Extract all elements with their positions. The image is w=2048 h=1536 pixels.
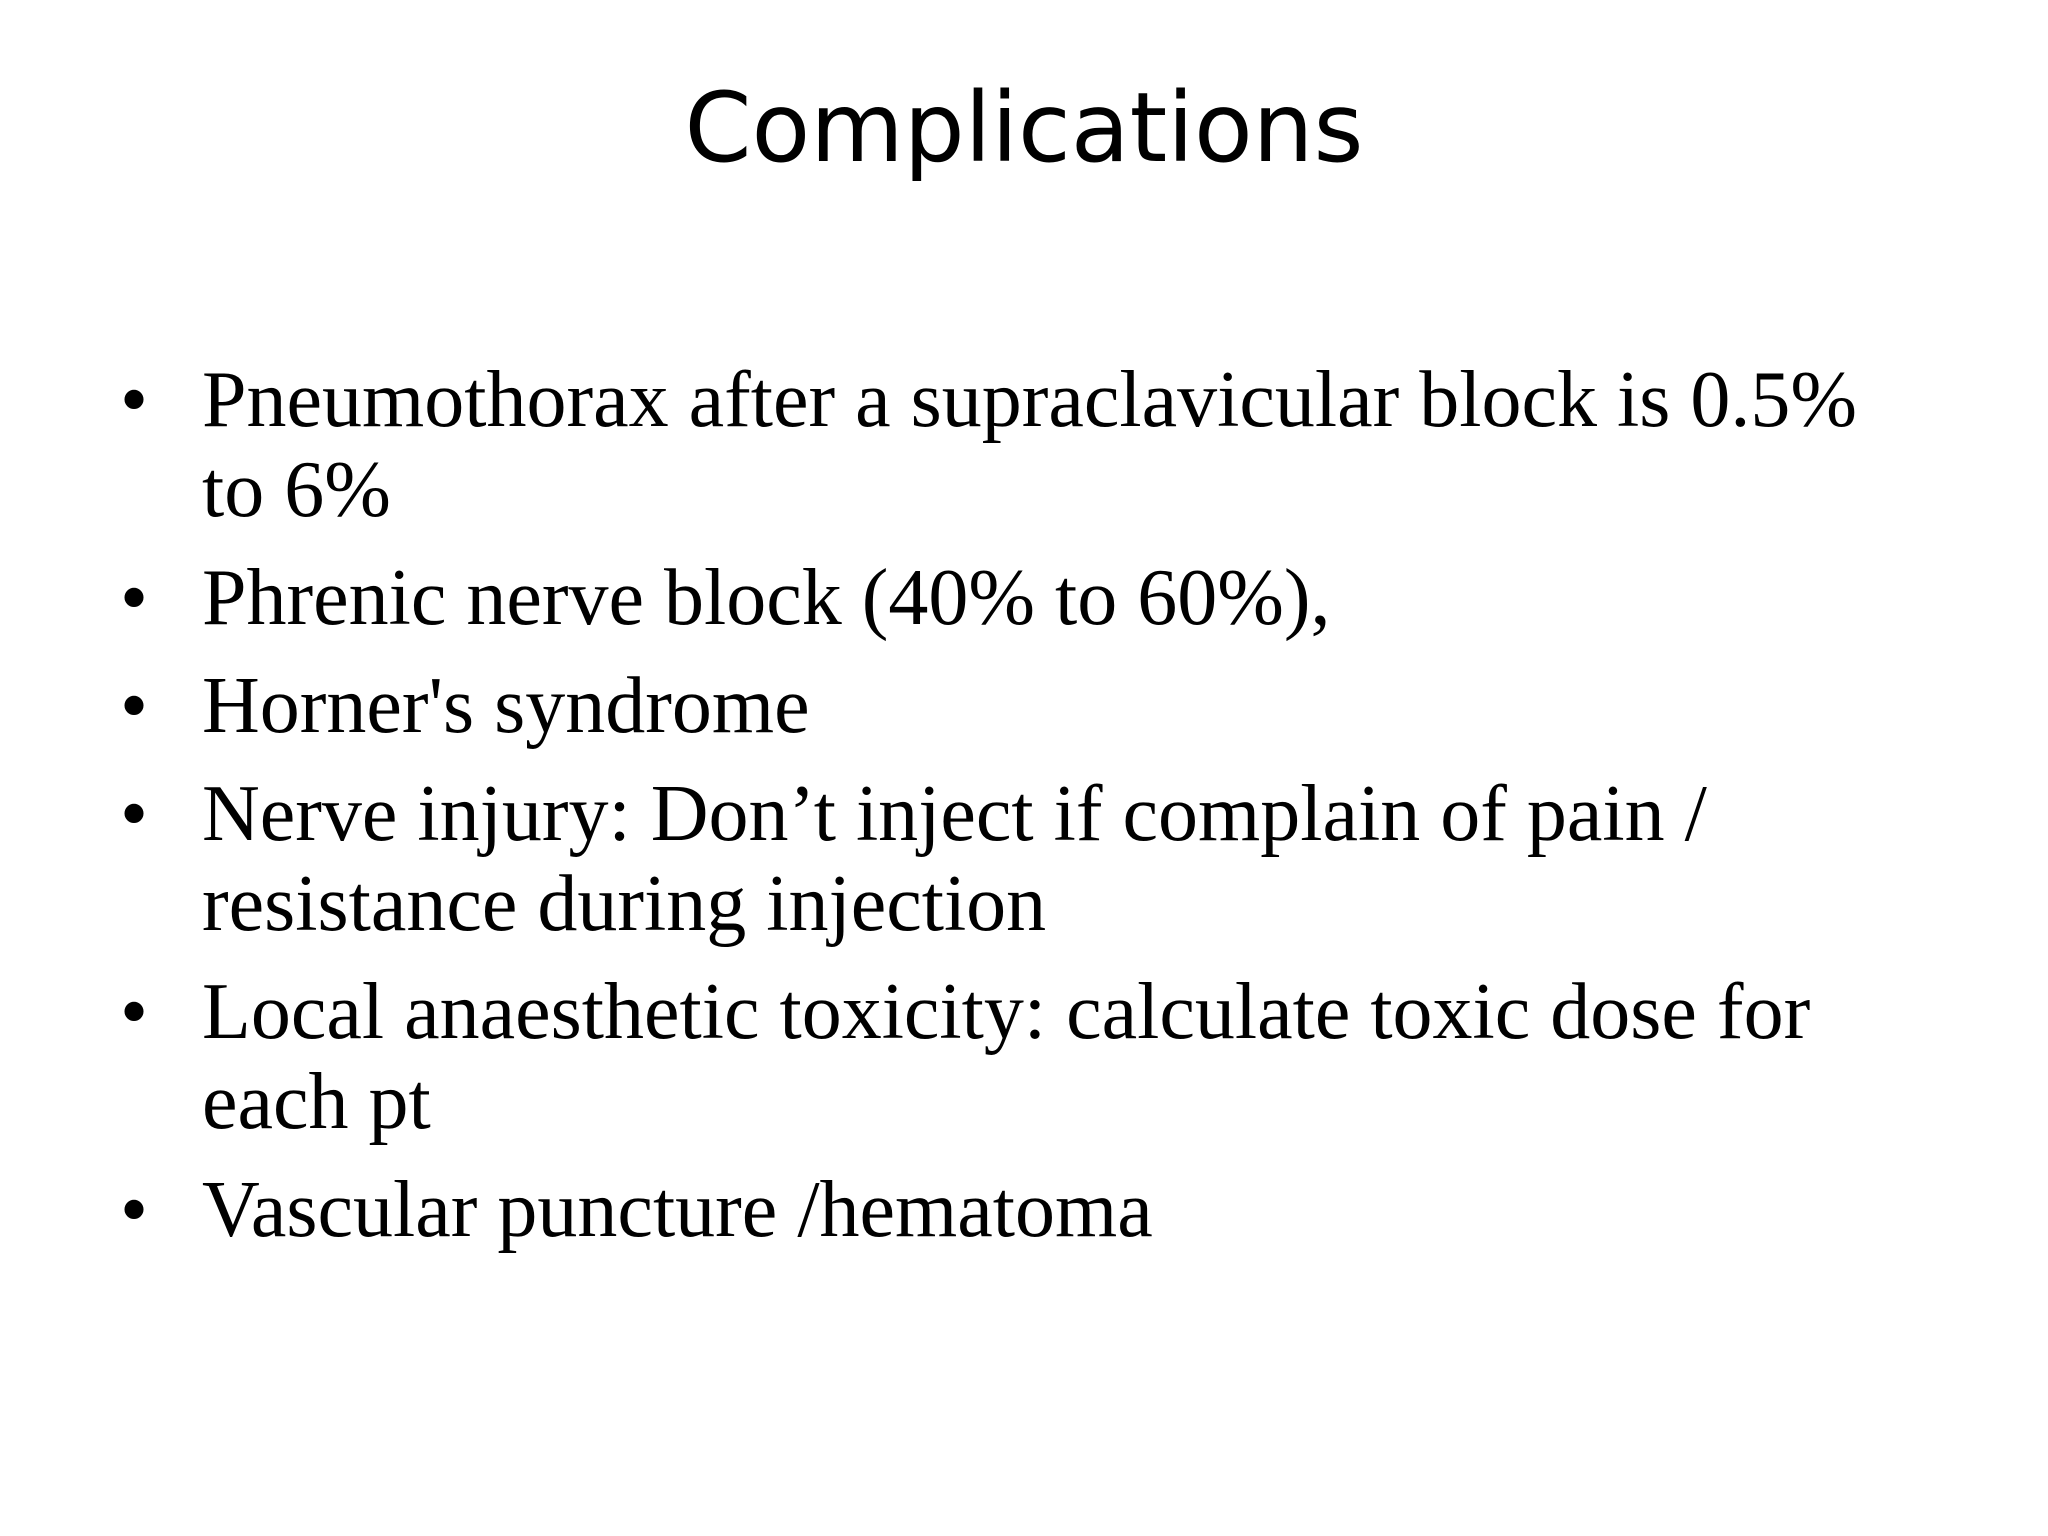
bullet-glyph: • [120, 356, 149, 444]
bullet-list [120, 355, 1920, 1273]
bullet-text: Local anaesthetic toxicity: calculate toxic dose for each pt [202, 968, 1811, 1146]
slide-title: Complications [684, 72, 1364, 184]
bullet-item-la-toxicity [120, 967, 1920, 1147]
bullet-item-pneumothorax [120, 355, 1920, 535]
bullet-text: Pneumothorax after a supraclavicular block is 0.5% to 6% [202, 356, 1857, 534]
bullet-text: Phrenic nerve block (40% to 60%), [202, 554, 1331, 642]
bullet-glyph: • [120, 554, 149, 642]
bullet-item-horners [120, 661, 1920, 751]
bullet-text: Horner's syndrome [202, 662, 810, 750]
bullet-glyph: • [120, 968, 149, 1056]
bullet-glyph: • [120, 1166, 149, 1254]
bullet-item-nerve-injury [120, 769, 1920, 949]
bullet-glyph: • [120, 770, 149, 858]
bullet-item-phrenic-nerve [120, 553, 1920, 643]
bullet-item-vascular-puncture [120, 1165, 1920, 1255]
bullet-glyph: • [120, 662, 149, 750]
bullet-text: Vascular puncture /hematoma [202, 1166, 1153, 1254]
bullet-text: Nerve injury: Don’t inject if complain of pain / resistance during injection [202, 770, 1707, 948]
